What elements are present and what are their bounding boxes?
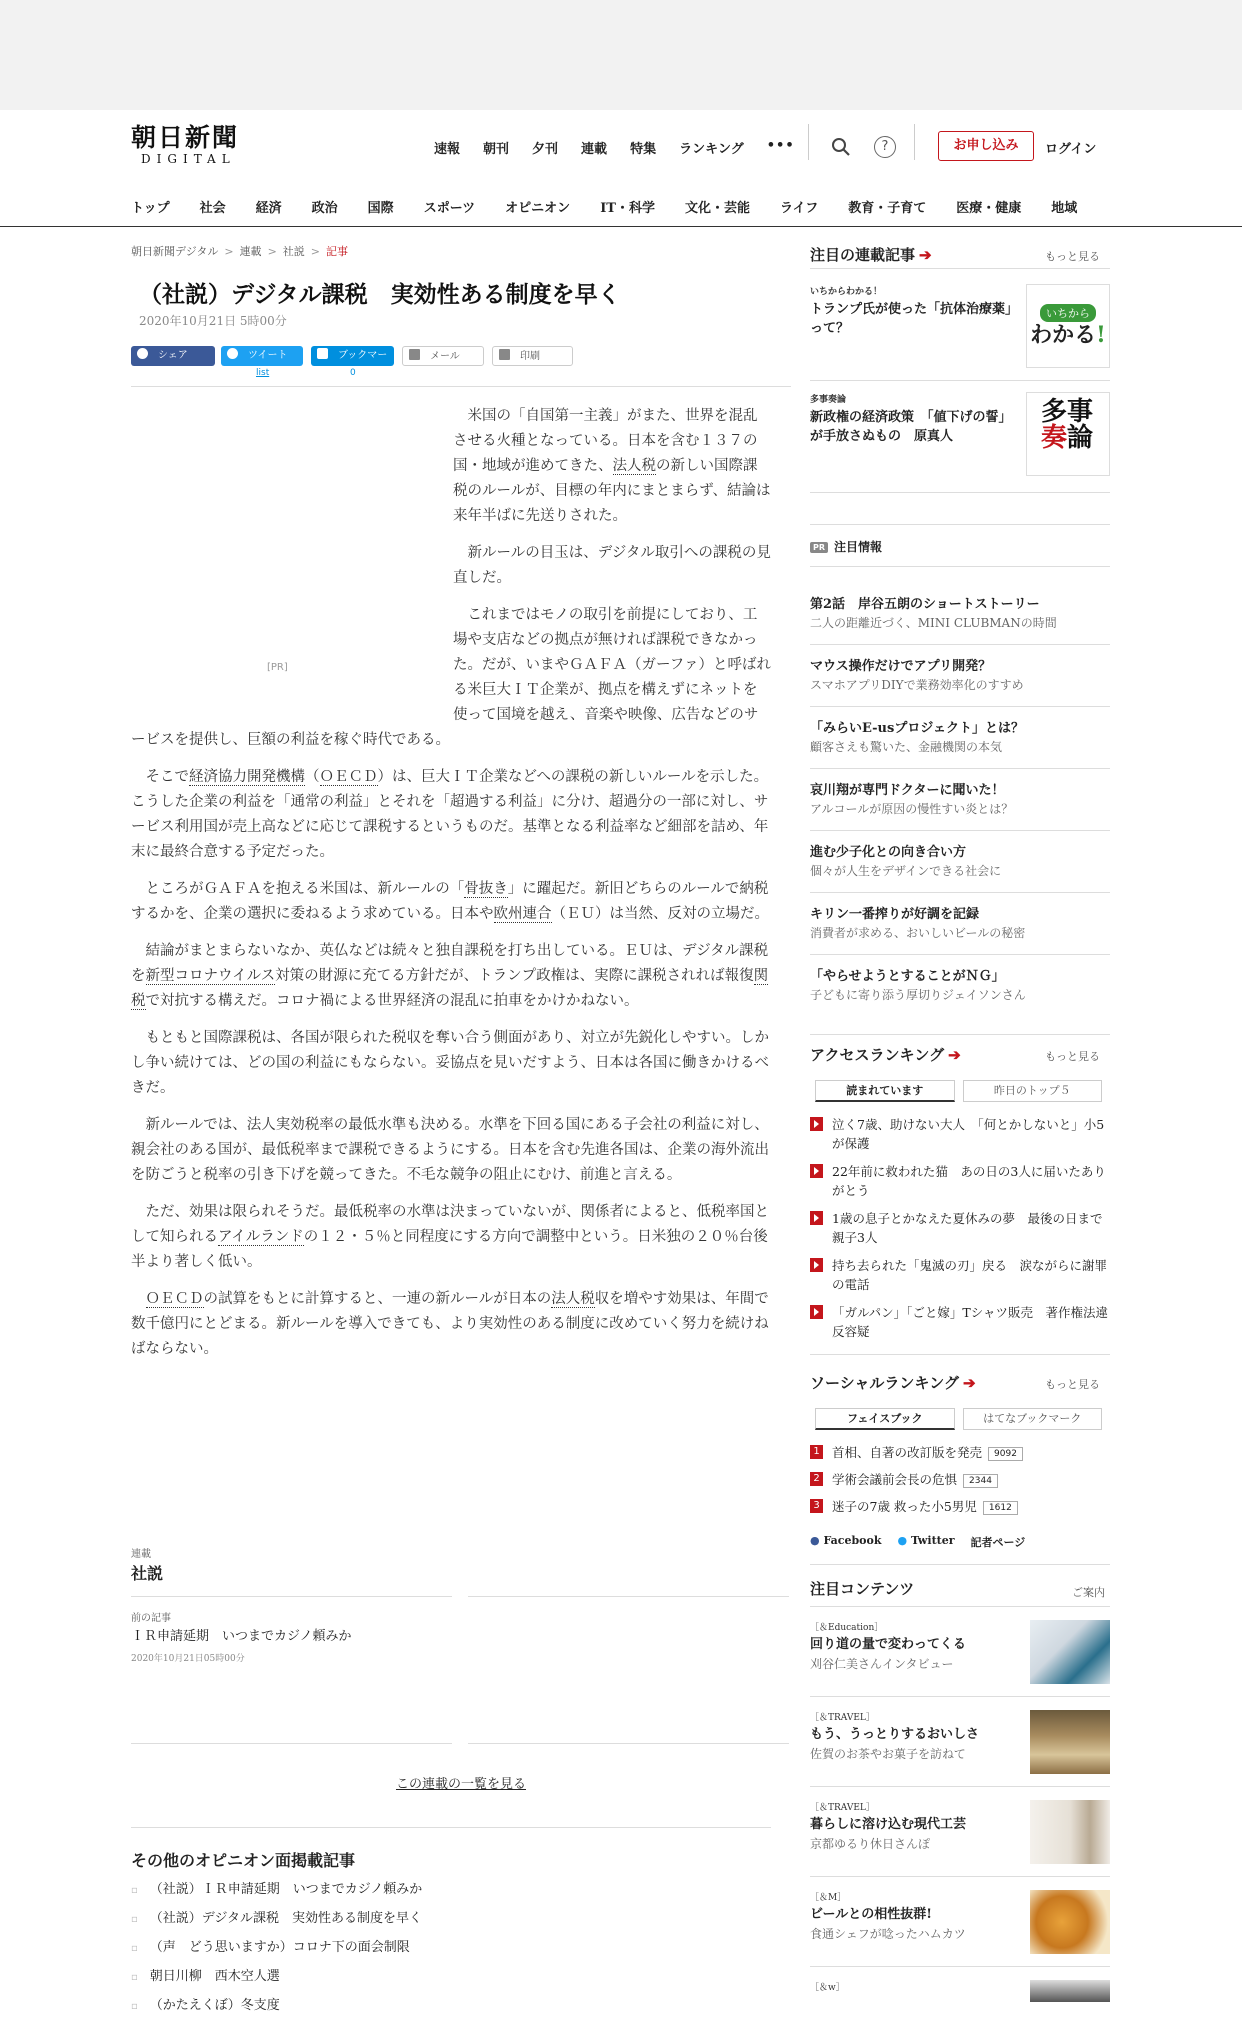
keyword-link[interactable]: 法人税	[612, 458, 656, 474]
divider	[810, 706, 1110, 707]
divider	[810, 380, 1110, 381]
list-item[interactable]: 「ガルパン」「ごと嫁」Tシャツ販売 著作権法違反容疑	[810, 1303, 1110, 1341]
twitter-icon	[227, 348, 238, 359]
divider	[810, 492, 1110, 493]
other-opinion-list	[131, 1876, 422, 2021]
divider	[810, 1696, 1110, 1697]
content-thumbnail	[1030, 1800, 1110, 1864]
cat-society[interactable]: 社会	[199, 201, 226, 216]
crumb-home[interactable]: 朝日新聞デジタル	[131, 245, 219, 258]
social-tabs	[815, 1408, 1110, 1430]
cat-opinion[interactable]: オピニオン	[505, 201, 571, 216]
divider	[810, 954, 1110, 955]
content-item[interactable]: ［＆M］ ビールとの相性抜群! 食通シェフが唸ったハムカツ	[810, 1890, 1110, 1943]
reporter-page-link[interactable]: 記者ページ	[970, 1536, 1026, 1549]
keyword-link[interactable]: ＯＥＣＤ	[319, 769, 378, 785]
site-logo[interactable]	[131, 124, 261, 170]
keyword-link[interactable]: 関税	[131, 968, 769, 1009]
content-item[interactable]: ［＆w］	[810, 1980, 1110, 1993]
featured-thumbnail[interactable]	[1026, 284, 1110, 368]
content-item[interactable]: ［＆TRAVEL］ もう、うっとりするおいしさ 佐賀のお茶やお菓子を訪ねて	[810, 1710, 1110, 1763]
arrow-right-icon: ➔	[919, 246, 932, 264]
series-list-link[interactable]: この連載の一覧を見る	[395, 1777, 526, 1792]
divider	[810, 268, 1110, 269]
crumb-current: 記事	[326, 245, 348, 258]
featured-contents-heading: 注目コンテンツ	[810, 1580, 915, 1598]
twitter-share-button[interactable]: ツイート	[221, 346, 303, 366]
share-bar	[131, 346, 791, 381]
print-button[interactable]: 印刷	[492, 346, 573, 366]
access-ranking-heading[interactable]: アクセスランキング ➔	[810, 1046, 961, 1064]
content-thumbnail	[1030, 1620, 1110, 1684]
facebook-icon	[137, 348, 148, 359]
tab-hatena[interactable]: はてなブックマーク	[963, 1408, 1103, 1430]
article-paragraph: ＯＥＣＤの試算をもとに計算すると、一連の新ルールが日本の法人税収を増やす効果は、年間で数千億円にとどまる。新ルールを導入できても、より実効性のある制度に改めていく努力を続けねばならない。	[131, 1291, 769, 1357]
arrow-right-icon: ➔	[962, 1374, 976, 1392]
social-ranking-list	[810, 1443, 1110, 1524]
pr-item[interactable]: キリン一番搾りが好調を記録 消費者が求める、おいしいビールの秘密	[810, 907, 1026, 940]
divider	[810, 524, 1110, 525]
featured-series-heading[interactable]: 注目の連載記事 ➔	[810, 246, 932, 264]
divider	[810, 644, 1110, 645]
twitter-link[interactable]: ● Twitter	[897, 1534, 955, 1547]
article-paragraph: これまではモノの取引を前提にしており、工場や支店などの拠点が無ければ課税できなかった。だが、いまやＧＡＦＡ（ガーファ）と呼ばれる米巨大ＩＴ企業が、拠点を構えずにネットを使って国境を越え、音楽や映像、広告などのサービスを提供し、巨額の利益を稼ぐ時代である。	[131, 607, 771, 748]
article-paragraph: 新ルールでは、法人実効税率の最低水準も決める。水準を下回る国にある子会社の利益に対し、親会社のある国が、最低税率まで課税できるようにする。日本を含む先進各国は、企業の海外流出を防ごうと税率の引き下げを競ってきた。不毛な競争の阻止にむけ、前進と言える。	[131, 1117, 769, 1183]
featured-more-link[interactable]: もっと見る	[1045, 250, 1100, 263]
print-icon	[499, 349, 510, 360]
article-title: （社説）デジタル課税 実効性ある制度を早く	[139, 281, 621, 308]
prev-article-label: 前の記事	[131, 1613, 171, 1624]
rank-number: 2	[810, 1472, 823, 1486]
category-nav	[0, 185, 1242, 227]
divider	[468, 1596, 789, 1597]
tab-yesterday-top5[interactable]: 昨日のトップ５	[963, 1080, 1103, 1102]
logo-subtext: DIGITAL	[141, 152, 236, 166]
divider	[810, 892, 1110, 893]
global-nav	[434, 138, 818, 157]
list-item[interactable]: 2 学術会議前会長の危惧 2344	[810, 1470, 1110, 1489]
more-menu-button[interactable]: •••	[766, 138, 795, 153]
divider	[131, 386, 791, 387]
pr-item[interactable]: 「みらいE-usプロジェクト」とは？ 顧客さえも驚いた、金融機関の本気	[810, 721, 1025, 754]
nav-yukan[interactable]: 夕刊	[532, 142, 559, 157]
content-thumbnail	[1030, 1710, 1110, 1774]
top-ad-banner	[0, 0, 1242, 110]
ad-label: [PR]	[267, 662, 288, 673]
arrow-icon	[810, 1258, 823, 1272]
article-paragraph: そこで経済協力開発機構（ＯＥＣＤ）は、巨大ＩＴ企業などへの課税の新しいルールを示した。こうした企業の利益を「通常の利益」とそれを「超過する利益」に分け、超過分の一部に対し、サービス利用国が売上高などに応じて課税するというものだ。基準となる利益率など細部を詰め、年末に最終合意する予定だった。	[131, 769, 769, 860]
list-item[interactable]: ▫ （社説）デジタル課税 実効性ある制度を早く	[131, 1905, 422, 1934]
divider	[810, 566, 1110, 567]
twitter-icon: ●	[897, 1534, 908, 1547]
site-header	[0, 110, 1242, 185]
nav-tokushu[interactable]: 特集	[630, 142, 657, 157]
series-name[interactable]: 社説	[131, 1564, 164, 1583]
thumbnail-text: わかる!	[1030, 322, 1106, 348]
nav-rensai[interactable]: 連載	[581, 142, 608, 157]
thumbnail-text: いちから	[1040, 304, 1096, 322]
divider	[810, 830, 1110, 831]
access-tabs	[815, 1080, 1110, 1102]
rank-number: 3	[810, 1499, 823, 1513]
featured-sub: いちからわかる！	[810, 287, 883, 297]
hatena-bookmark-button[interactable]: ブックマーク	[311, 346, 394, 366]
cat-politics[interactable]: 政治	[311, 201, 338, 216]
list-item[interactable]: ▫ （声 どう思いますか）コロナ下の面会制限	[131, 1934, 422, 1963]
article-paragraph: 米国の「自国第一主義」がまた、世界を混乱させる火種となっている。日本を含む１３７の国・地域が進めてきた、法人税の新しい国際課税のルールが、目標の年内にまとまらず、結論は来年半ばに先送りされた。	[453, 408, 771, 524]
article-paragraph: ただ、効果は限られそうだ。最低税率の水準は決まっていないが、関係者によると、低税率国として知られるアイルランドの１２・５％と同程度にする方向で調整中という。日米独の２０％台後半より著しく低い。	[131, 1204, 769, 1270]
social-links	[810, 1534, 1025, 1550]
facebook-icon: ●	[810, 1534, 820, 1547]
arrow-right-icon: ➔	[948, 1046, 961, 1064]
divider	[131, 1827, 771, 1828]
help-icon[interactable]: ?	[874, 136, 896, 158]
keyword-link[interactable]: 骨抜き	[464, 881, 508, 897]
cat-region[interactable]: 地域	[1051, 201, 1078, 216]
pr-item[interactable]: 哀川翔が専門ドクターに聞いた！ アルコールが原因の慢性すい炎とは？	[810, 783, 1014, 816]
list-item[interactable]: 1 首相、自著の改訂版を発売 9092	[810, 1443, 1110, 1462]
keyword-link[interactable]: ＯＥＣＤ	[145, 1291, 204, 1307]
divider	[468, 1743, 789, 1744]
other-opinion-heading: その他のオピニオン面掲載記事	[131, 1851, 356, 1870]
access-ranking-list	[810, 1115, 1110, 1350]
arrow-icon	[810, 1305, 823, 1319]
article-paragraph: もともと国際課税は、各国が限られた税収を奪い合う側面があり、対立が先鋭化しやすい。しかし争い続けては、どの国の利益にもならない。妥協点を見いだすよう、日本は各国に働きかけるべきだ。	[131, 1030, 769, 1096]
pr-item[interactable]: マウス操作だけでアプリ開発？ スマホアプリDIYで業務効率化のすすめ	[810, 659, 1024, 692]
divider	[810, 1564, 1110, 1565]
divider	[131, 1596, 452, 1597]
login-link[interactable]: ログイン	[1045, 142, 1097, 157]
divider	[810, 1966, 1110, 1967]
prev-article-date: 2020年10月21日05時00分	[131, 1654, 245, 1664]
hatena-icon	[317, 348, 328, 359]
share-count: 1612	[983, 1501, 1018, 1515]
featured-sub: 多事奏論	[810, 395, 847, 405]
cat-health[interactable]: 医療・健康	[956, 201, 1022, 216]
cat-top[interactable]: トップ	[131, 201, 170, 216]
crumb-series[interactable]: 連載	[239, 245, 262, 258]
list-item[interactable]: ▫ 朝日川柳 西木空人選	[131, 1963, 422, 1992]
article-paragraph: 結論がまとまらないなか、英仏などは続々と独自課税を打ち出している。ＥＵは、デジタル課税を新型コロナウイルス対策の財源に充てる方針だが、トランプ政権は、実際に課税されれば報復関税で対抗する構えだ。コロナ禍による世界経済の混乱に拍車をかけかねない。	[131, 943, 769, 1009]
article-paragraph: 新ルールの目玉は、デジタル取引への課税の見直しだ。	[453, 545, 771, 586]
cat-international[interactable]: 国際	[367, 201, 394, 216]
pr-item[interactable]: 第2話 岸谷五朗のショートストーリー 二人の距離近づく、MINI CLUBMANの時間	[810, 597, 1057, 630]
content-thumbnail	[1030, 1890, 1110, 1954]
featured-title[interactable]: 新政権の経済政策 「値下げの誓」が手放さぬもの 原真人	[810, 410, 1012, 444]
article-body	[131, 404, 771, 1374]
share-count: 2344	[963, 1474, 998, 1488]
divider	[810, 1354, 1110, 1355]
article-date: 2020年10月21日 5時00分	[139, 314, 287, 328]
cat-education[interactable]: 教育・子育て	[848, 201, 927, 216]
keyword-link[interactable]: アイルランド	[218, 1229, 304, 1245]
arrow-icon	[810, 1117, 823, 1131]
divider	[808, 124, 809, 160]
featured-thumbnail[interactable]: 多事 奏論	[1026, 392, 1110, 476]
pr-item[interactable]: 「やらせようとすることがＮＧ」 子どもに寄り添う厚切りジェイソンさん	[810, 969, 1026, 1002]
contents-guide-link[interactable]: ご案内	[1072, 1586, 1105, 1599]
divider	[810, 1034, 1110, 1035]
logo-text: 朝日新聞	[131, 123, 240, 152]
prev-article-link[interactable]: ＩＲ申請延期 いつまでカジノ頼みか	[131, 1629, 352, 1644]
subscribe-button[interactable]: お申し込み	[938, 131, 1034, 161]
cat-it-science[interactable]: IT・科学	[600, 201, 655, 216]
nav-choukan[interactable]: 朝刊	[483, 142, 510, 157]
mail-button[interactable]: メール	[402, 346, 484, 366]
pr-item[interactable]: 進む少子化との向き合い方 個々が人生をデザインできる社会に	[810, 845, 1002, 878]
cat-economy[interactable]: 経済	[255, 201, 282, 216]
social-ranking-heading[interactable]: ソーシャルランキング ➔	[810, 1374, 976, 1392]
facebook-link[interactable]: ● Facebook	[810, 1534, 882, 1547]
arrow-icon	[810, 1164, 823, 1178]
content-item[interactable]: ［＆TRAVEL］ 暮らしに溶け込む現代工芸 京都ゆるり休日さんぽ	[810, 1800, 1110, 1853]
featured-title[interactable]: トランプ氏が使った「抗体治療薬」って？	[810, 302, 1019, 336]
list-item[interactable]: ▫ （かたえくぼ）冬支度	[131, 1992, 422, 2021]
list-item[interactable]: 22年前に救われた猫 あの日の3人に届いたありがとう	[810, 1162, 1110, 1200]
rank-number: 1	[810, 1445, 823, 1459]
nav-ranking[interactable]: ランキング	[679, 142, 744, 157]
inline-ad-space	[131, 404, 453, 704]
list-item[interactable]: ▫ （社説）ＩＲ申請延期 いつまでカジノ頼みか	[131, 1876, 422, 1905]
social-more-link[interactable]: もっと見る	[1045, 1378, 1100, 1391]
keyword-link[interactable]: 新型コロナウイルス	[145, 968, 276, 984]
list-item[interactable]: 1歳の息子とかなえた夏休みの夢 最後の日まで親子3人	[810, 1209, 1110, 1247]
article-paragraph: ところがＧＡＦＡを抱える米国は、新ルールの「骨抜き」に躍起だ。新旧どちらのルールで納税するかを、企業の選択に委ねるよう求めている。日本や欧州連合（ＥＵ）は当然、反対の立場だ。	[131, 881, 769, 922]
facebook-share-button[interactable]: シェア	[131, 346, 215, 366]
tab-most-read[interactable]: 読まれています	[815, 1080, 955, 1102]
divider	[810, 1786, 1110, 1787]
breadcrumb: 朝日新聞デジタル > 連載 > 社説 > 記事	[131, 245, 348, 258]
pr-badge: PR	[810, 542, 828, 553]
cat-culture[interactable]: 文化・芸能	[684, 201, 750, 216]
cat-sports[interactable]: スポーツ	[423, 201, 476, 216]
keyword-link[interactable]: 法人税	[551, 1291, 595, 1307]
share-count: 9092	[988, 1447, 1023, 1461]
mail-icon	[409, 349, 420, 360]
access-more-link[interactable]: もっと見る	[1045, 1050, 1100, 1063]
cat-life[interactable]: ライフ	[779, 201, 819, 216]
search-icon[interactable]	[831, 137, 851, 157]
divider	[914, 124, 915, 160]
divider	[131, 1743, 452, 1744]
arrow-icon	[810, 1211, 823, 1225]
list-item[interactable]: 泣く7歳、助けない大人 「何とかしないと」小5が保護	[810, 1115, 1110, 1153]
tab-facebook[interactable]: フェイスブック	[815, 1408, 955, 1430]
hatena-count: 0	[350, 368, 356, 378]
keyword-link[interactable]: 経済協力開発機構	[189, 769, 305, 785]
list-item[interactable]: 3 迷子の7歳 救った小5男児 1612	[810, 1497, 1110, 1516]
divider	[810, 1876, 1110, 1877]
nav-sokuho[interactable]: 速報	[434, 142, 461, 157]
pr-heading: PR 注目情報	[810, 538, 882, 555]
series-label: 連載	[131, 1549, 151, 1560]
divider	[810, 1606, 1110, 1607]
content-thumbnail	[1030, 1980, 1110, 2002]
twitter-count[interactable]: list	[256, 368, 270, 378]
list-item[interactable]: 持ち去られた「鬼滅の刃」戻る 涙ながらに謝罪の電話	[810, 1256, 1110, 1294]
divider	[810, 768, 1110, 769]
keyword-link[interactable]: 欧州連合	[493, 906, 552, 922]
crumb-editorial[interactable]: 社説	[282, 245, 305, 258]
content-item[interactable]: ［＆Education］ 回り道の量で変わってくる 刈谷仁美さんインタビュー	[810, 1620, 1110, 1673]
